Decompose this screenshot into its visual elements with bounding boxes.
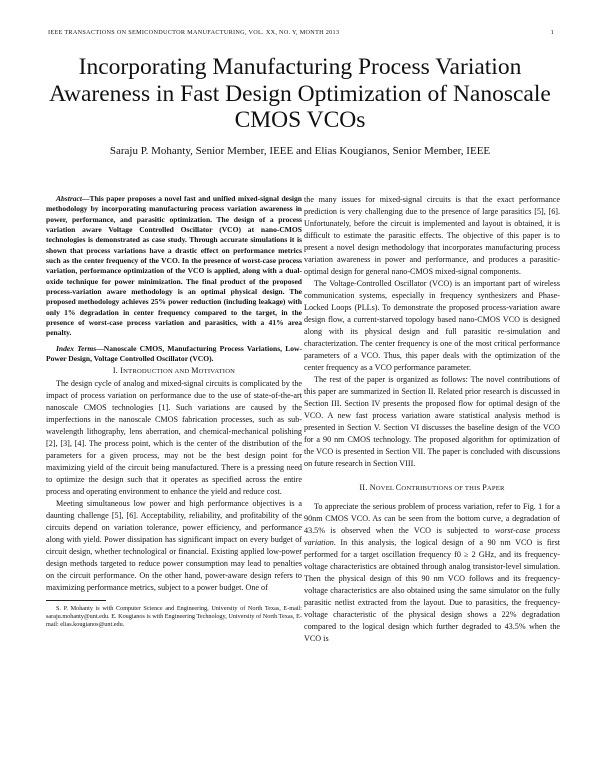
left-column	[46, 194, 302, 629]
abstract-label: Abstract	[56, 194, 82, 203]
section-number: II.	[359, 483, 368, 492]
section-title-part: APER	[486, 485, 505, 492]
right-column	[304, 194, 560, 645]
section-title-cap: N	[369, 483, 376, 492]
section-title-part: NTRODUCTION AND	[123, 367, 192, 375]
section-title-part: ONTRIBUTIONS OF THIS	[401, 485, 483, 492]
section-title-part: OTIVATION	[198, 367, 236, 375]
section-title-cap: P	[482, 483, 487, 492]
section-title-cap: M	[191, 365, 199, 375]
contributions-text: To appreciate the serious problem of process variation, refer to Fig. 1 for a 90nm CMOS VCO. As can be seen from the bottom curve, a degradation of 43.5% is observed when the VCO is subjected to	[304, 502, 560, 535]
footnote-divider	[46, 600, 106, 601]
section-title-cap: I	[120, 365, 124, 375]
author-line: Saraju P. Mohanty, Senior Member, IEEE and Elias Kougianos, Senior Member, IEEE	[109, 145, 491, 157]
page-number: 1	[550, 29, 554, 36]
section-number: I.	[112, 365, 119, 375]
abstract-text: —This paper proposes a novel fast and unified mixed-signal design methodology by incorporating manufacturing process variation awareness in power, performance, and parasitic optimization. The design of a process variation aware Voltage Controlled Oscillator (VCO) at nano-CMOS technologies is demonstrated as case study. Through accurate simulations it is shown that process variations have a drastic effect on performance metrics such as the center frequency of the VCO. In the presence of worst-case process variation, performance optimization of the VCO is applied, along with a dual-oxide technique for power minimization. The final product of the proposed process-variation aware methodology is an optimal physical design. The proposed methodology achieves 25% power reduction (including leakage) with only 1% degradation in center frequency compared to the target, in the presence of worst-case process variation and parasitics, with a 41% area penalty.	[46, 194, 302, 338]
intro-paragraph: The design cycle of analog and mixed-signal circuits is complicated by the impact of process variation on performance due to the use of state-of-the-art nanoscale CMOS technologies [1]. Such variations are caused by the imperfections in the nanoscale CMOS fabrication processes, such as sub-wavelength lithography, lens aberration, and chemical-mechanical polishing [2], [3], [4]. The process point, which is the center of the distribution of the parameters for a given process, may not be the best design point for maximizing yield of the circuit being manufactured. There is a pressing need to optimize the design such that it operates as specified across the entire process and operating environment to enhance the yield and reduce cost.	[46, 378, 302, 496]
contributions-text: . In this analysis, the logical design of a 90 nm VCO is first performed for a target oscillation frequency f0 ≥ 2 GHz, and its frequency-voltage characteristics are obtained through analog transistor-level simulation. Then the physical design of this 90 nm VCO follows and its frequency-voltage characteristics are also obtained using the same simulator on the fully parasitic netlist extracted from the layout. Due to parasitics, the frequency-voltage characteristic of the physical design shows a 22% degradation compared to the logical design which further degraded to 43.5% when the VCO is	[304, 538, 560, 643]
body-paragraph: the many issues for mixed-signal circuits is that the exact performance prediction is very challenging due to the presence of large parasitics [5], [6]. Unfortunately, before the circuit is implemented and layout is obtained, it is difficult to estimate the parasitic effects. The objective of this paper is to present a novel design methodology that incorporates manufacturing process variation awareness in power and performance, and produces a parasitic-optimal design for general nano-CMOS mixed-signal components.	[304, 195, 560, 276]
journal-header: IEEE TRANSACTIONS ON SEMICONDUCTOR MANUFACTURING, VOL. XX, NO. Y, MONTH 2013	[48, 29, 340, 36]
contributions-paragraph	[304, 501, 560, 645]
section-title-part: OVEL	[375, 485, 396, 492]
index-terms-text: —Nanoscale CMOS, Manufacturing Process Variations, Low-Power Design, Voltage Controlled Oscillator (VCO).	[46, 343, 302, 364]
section-heading-contributions	[304, 482, 560, 495]
contributions-emphasis: worst-case process variation	[304, 526, 560, 547]
paper-title: Incorporating Manufacturing Process Variation Awareness in Fast Design Optimization of Nanoscale CMOS VCOs	[49, 54, 551, 133]
running-head	[48, 29, 554, 36]
body-paragraph: The rest of the paper is organized as follows: The novel contributions of this paper are summarized in Section II. Related prior research is discussed in Section III. Section IV presents the proposed flow for optimal design of the VCO. A new fast process variation aware statistical analysis method is presented in Section V. Section VI discusses the baseline design of the VCO for a 90 nm CMOS technology. The proposed algorithm for optimization of the VCO is presented in Section VII. The paper is concluded with discussions on future research in Section VIII.	[304, 375, 560, 468]
body-paragraph: The Voltage-Controlled Oscillator (VCO) is an important part of wireless communication systems, especially in frequency synthesizers and Phase-Locked Loops (PLLs). To demonstrate the proposed process-variation aware design flow, a current-starved topology based nano-CMOS VCO is designed along with its physical design and full parasitic re-simulation and characterization. The center frequency is one of the most critical performance parameters of a VCO. Thus, this paper deals with the optimization of the center frequency as a VCO performance parameter.	[304, 279, 560, 372]
abstract	[46, 194, 302, 339]
section-heading-introduction	[46, 365, 302, 378]
author-footnote: S. P. Mohanty is with Computer Science and Engineering, University of North Texas, E-mail: saraju.mohanty@unt.edu. E. Kougianos is with Engineering Technology, University of North Texas, E-mail: elias.kougianos@unt.edu.	[46, 604, 302, 628]
index-terms	[46, 344, 302, 365]
section-title-cap: C	[395, 483, 402, 492]
index-terms-label: Index Terms	[56, 343, 97, 353]
intro-paragraph: Meeting simultaneous low power and high performance objectives is a daunting challenge [5], [6]. Acceptability, reliability, and profitability of the circuits depend on variation tolerance, power efficiency, and performance along with yield. Power dissipation has significant impact on every budget of circuit design, whether technological or financial. Existing applied low-power design methods targeted to reduce power consumption may lead to penalties on the circuit performance. On the other hand, power-aware design refers to maximizing performance metrics, subject to a power budget. One of	[46, 498, 302, 592]
